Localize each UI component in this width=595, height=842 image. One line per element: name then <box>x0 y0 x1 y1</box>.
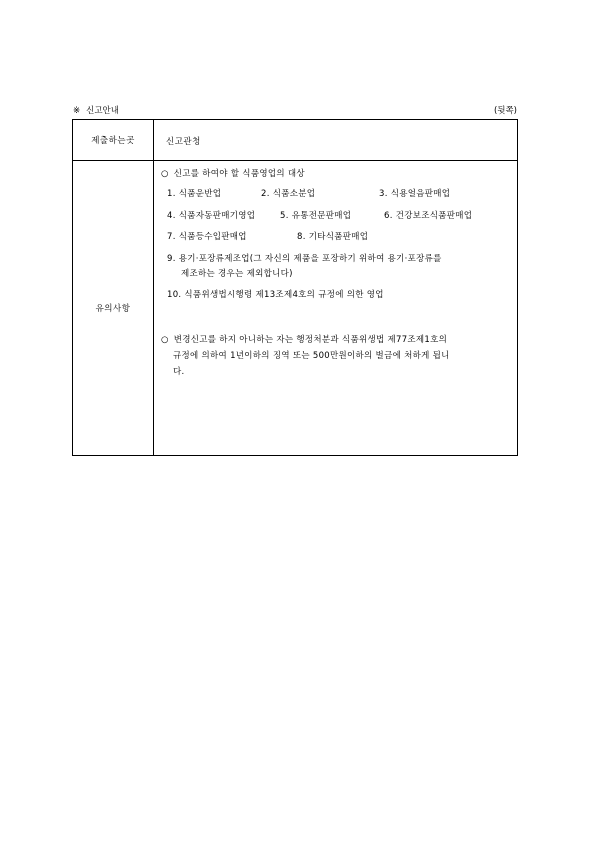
submit-value-cell <box>154 120 517 160</box>
list-item: 3. 식용얼음판매업 <box>379 189 451 199</box>
list-item: 9. 용기·포장류제조업(그 자신의 제품을 포장하기 위하여 용기·포장류를 <box>167 254 442 264</box>
penalty-text-1: 변경신고를 하지 아니하는 자는 행정처분과 식품위생법 제77조제1호의 <box>173 335 448 345</box>
notes-row <box>73 161 517 455</box>
list-item: 8. 기타식품판매업 <box>297 232 369 242</box>
submit-label: 제출하는곳 <box>73 120 154 160</box>
notes-content <box>154 161 517 455</box>
submit-row <box>73 120 517 161</box>
list-item: 10. 식품위생법시행령 제13조제4호의 규정에 의한 영업 <box>167 290 384 300</box>
penalty-line-1 <box>161 333 447 345</box>
notes-label: 유의사항 <box>73 161 154 455</box>
circle-bullet-icon: ○ <box>161 169 169 179</box>
target-heading-text: 신고를 하여야 할 식품영업의 대상 <box>173 169 305 179</box>
list-item: 5. 유통전문판매업 <box>280 211 352 221</box>
page-side-label: (뒷쪽) <box>493 106 517 116</box>
target-heading <box>161 167 305 179</box>
note-mark-icon: ※ <box>73 106 81 116</box>
list-item: 7. 식품등수입판매업 <box>167 232 247 242</box>
list-item: 2. 식품소분업 <box>261 189 316 199</box>
penalty-line-2: 규정에 의하여 1년이하의 징역 또는 500만원이하의 벌금에 처하게 됩니 <box>173 351 450 361</box>
list-item: 4. 식품자동판매기영업 <box>167 211 256 221</box>
circle-bullet-icon: ○ <box>161 335 169 345</box>
penalty-line-3: 다. <box>173 367 185 377</box>
header-title <box>73 104 119 116</box>
submit-value: 신고관청 <box>166 137 201 147</box>
list-item: 6. 건강보조식품판매업 <box>384 211 473 221</box>
guide-table <box>72 119 518 456</box>
list-item-continuation: 제조하는 경우는 제외합니다) <box>181 269 293 279</box>
header-title-text: 신고안내 <box>86 106 119 116</box>
list-item: 1. 식품운반업 <box>167 189 222 199</box>
